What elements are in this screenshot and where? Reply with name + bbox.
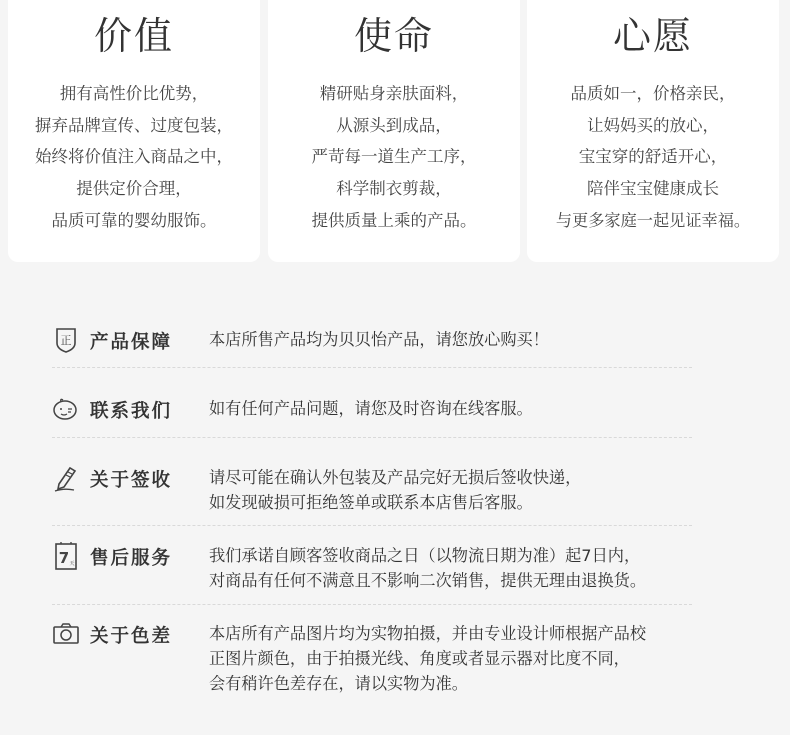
card-line: 严苛每一道生产工序，	[311, 147, 477, 167]
info-text-line: 会有稍许色差存在，请以实物为准。	[209, 674, 468, 693]
info-text-line: 如发现破损可拒绝签单或联系本店售后客服。	[209, 493, 533, 512]
info-label: 产品保障	[90, 332, 173, 353]
info-label: 联系我们	[90, 401, 173, 422]
info-text-line: 本店所售产品均为贝贝怡产品，请您放心购买！	[209, 330, 549, 349]
card-line: 精研贴身亲肤面料，	[319, 84, 469, 103]
divider	[52, 604, 692, 605]
info-label: 关于签收	[90, 470, 173, 491]
card-line: 始终将价值注入商品之中，	[35, 147, 233, 167]
info-text-line: 正图片颜色，由于拍摄光线、角度或者显示器对比度不同，	[209, 649, 630, 668]
card-line: 科学制衣剪裁，	[336, 179, 452, 199]
card-line: 从源头到成品，	[336, 115, 452, 135]
card-line: 宝宝穿的舒适开心，	[578, 147, 728, 167]
card-line: 提供质量上乘的产品。	[311, 210, 477, 230]
divider	[52, 437, 692, 438]
card-line: 品质可靠的婴幼服饰。	[51, 210, 217, 230]
card-line: 摒弃品牌宣传、过度包装，	[35, 115, 233, 135]
info-text-line: 我们承诺自顾客签收商品之日（以物流日期为准）起7日内，	[209, 546, 641, 565]
divider	[52, 525, 692, 526]
svg-text:天: 天	[69, 561, 75, 567]
card-line: 陪伴宝宝健康成长	[587, 179, 719, 199]
card-line: 品质如一，价格亲民，	[570, 84, 736, 103]
card-title: 心愿	[612, 14, 693, 58]
card-line: 拥有高性价比优势，	[59, 84, 209, 103]
pen-sign-icon	[52, 464, 80, 492]
card-line: 与更多家庭一起见证幸福。	[555, 210, 751, 230]
card-value	[8, 0, 260, 262]
svg-text:7: 7	[58, 549, 70, 567]
value-cards	[0, 0, 790, 262]
divider	[52, 367, 692, 368]
camera-icon	[52, 620, 80, 648]
card-title: 价值	[93, 14, 174, 58]
card-wish	[527, 0, 779, 262]
info-label: 关于色差	[90, 626, 173, 647]
card-line: 让妈妈买的放心，	[587, 115, 719, 135]
info-label: 售后服务	[90, 548, 173, 569]
svg-text:正: 正	[60, 334, 72, 347]
seven-day-return-icon	[52, 542, 80, 570]
card-title: 使命	[353, 14, 434, 58]
info-text-line: 如有任何产品问题，请您及时咨询在线客服。	[209, 399, 533, 418]
shield-zheng-icon	[52, 326, 80, 354]
info-text-line: 请尽可能在确认外包装及产品完好无损后签收快递，	[209, 468, 582, 487]
customer-service-face-icon	[52, 395, 80, 423]
card-line: 提供定价合理，	[76, 179, 192, 199]
info-text-line: 本店所有产品图片均为实物拍摄，并由专业设计师根据产品校	[209, 624, 647, 643]
card-mission	[268, 0, 520, 262]
info-text-line: 对商品有任何不满意且不影响二次销售，提供无理由退换货。	[209, 571, 647, 590]
